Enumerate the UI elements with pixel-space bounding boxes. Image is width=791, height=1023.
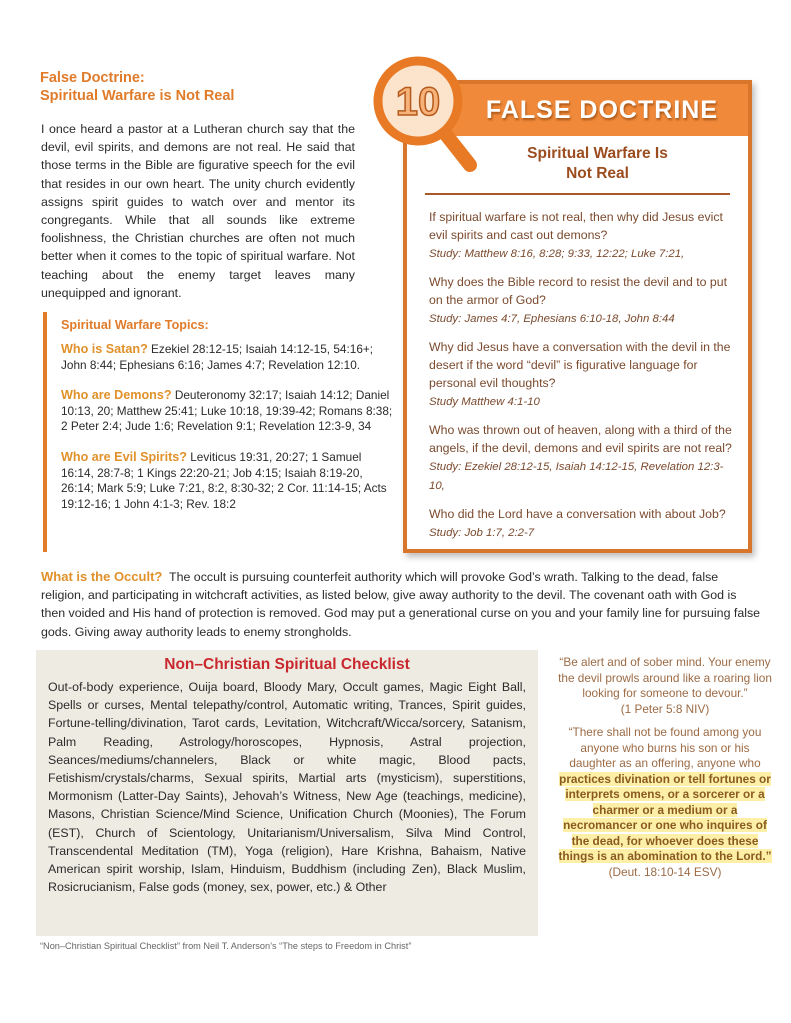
card-questions (407, 195, 748, 542)
scripture-quotes (556, 655, 774, 880)
quote-deuteronomy (556, 725, 774, 880)
study-refs: Study: James 4:7, Ephesians 6:10-18, John 8:44 (429, 313, 675, 325)
topic-question: Who is Satan? (61, 342, 148, 356)
occult-body: The occult is pursuing counterfeit authority which will provoke God’s wrath. Talking to the dead, false religion, and participating in witchcraft activities, as listed below, give away authority to the devil. The covenant oath with God is then voided and His hand of protection is removed. God may put a generational curse on you and your family line for pursuing false gods. Giving away authority leads to enemy strongholds. (41, 570, 761, 639)
card-question (429, 421, 734, 495)
study-refs: Study Matthew 4:1-10 (429, 396, 540, 408)
question-text: Who was thrown out of heaven, along with a third of the angels, if the devil, demons and evil spirits are not real? (429, 423, 732, 455)
card-number: 10 (395, 80, 441, 124)
study-refs: Study: Matthew 8:16, 8:28; 9:33, 12:22; Luke 7:21, (429, 248, 685, 260)
checklist-body: Out-of-body experience, Ouija board, Bloody Mary, Occult games, Magic Eight Ball, Spells or curses, Mental telepathy/control, Automatic writing, Trances, Spirit guides, Fortune-telling/divination, Tarot cards, Levitation, Witchcraft/Wicca/sorcery, Satanism, Palm Reading, Astrology/horoscopes, Hypnosis, Astral projection, Seances/mediums/channelers, Black or white magic, Blood pacts, Fetishism/crystals/charms, Sexual spirits, Martial arts (mysticism), superstitions, Mormonism (Latter-Day Saints), Jehovah’s Witness, New Age (teachings, medicine), Masons, Christian Science/Mind Science, Unification Church (Moonies), The Forum (EST), Church of Scientology, Unitarianism/Universalism, Silva Mind Control, Transcendental Meditation (TM), Yoga (religion), Hare Krishna, Bahaism, Native American spirit worship, Islam, Hinduism, Buddhism (including Zen), Black Muslim, Rosicrucianism, False gods (money, sex, power, etc.) & Other (48, 680, 526, 895)
intro-title-line2: Spiritual Warfare is Not Real (40, 88, 235, 104)
card-question (429, 208, 734, 263)
card-header: FALSE DOCTRINE (407, 84, 748, 136)
question-text: Who did the Lord have a conversation with about Job? (429, 507, 726, 521)
quote-highlight: practices divination or tell fortunes or interprets omens, or a sorcerer or a charmer or a medium or a necromancer or one who inquires of the dead, for whoever does these things is an abomination to the Lord.” (558, 771, 772, 863)
quote-text: “Be alert and of sober mind. Your enemy the devil prowls around like a roaring lion looking for someone to devour.” (558, 655, 772, 700)
quote-ref: (Deut. 18:10-14 ESV) (608, 864, 722, 879)
topic-item (61, 450, 395, 512)
topic-refs: Deuteronomy 32:17; Isaiah 14:12; Daniel 10:13, 20; Matthew 25:41; Luke 10:18, 19:39-42; Romans 8:38; 2 Peter 2:4; Jude 1:6; Revelation 9:1; Revelation 12:3-9, 34 (61, 388, 393, 434)
question-text: If spiritual warfare is not real, then why did Jesus evict evil spirits and cast out demons? (429, 210, 723, 242)
card-subtitle-line2: Not Real (566, 165, 629, 182)
card-subtitle-line1: Spiritual Warfare Is (527, 145, 668, 162)
intro-title-line1: False Doctrine: (40, 70, 145, 86)
question-text: Why did Jesus have a conversation with the devil in the desert if the word “devil” is figurative language for personal evil thoughts? (429, 340, 731, 390)
intro-paragraph: I once heard a pastor at a Lutheran church say that the devil, evil spirits, and demons are not real. He said that those terms in the Bible are figurative speech for the evil that resides in our own heart. The unity church evidently assigns spirit guides to watch over and mentor its congregants. While that all sounds like extreme foolishness, the Christian churches are often not much better when it comes to the topic of spiritual warfare. Not teaching about the enemy target leaves many unequipped and ignorant. (41, 122, 355, 300)
spiritual-warfare-topics (43, 312, 395, 552)
topic-question: Who are Evil Spirits? (61, 449, 187, 464)
topic-item (61, 342, 395, 373)
card-question (429, 338, 734, 411)
topic-refs: Leviticus 19:31, 20:27; 1 Samuel 16:14, 28:7-8; 1 Kings 22:20-21; Job 4:15; Isaiah 8:19-20, 26:14; Mark 5:9; Luke 7:21, 8:2, 8:30-32; 2 Cor. 11:14-15; Acts 19:12-16; 1 John 4:1-3; Rev. 18:2 (61, 449, 387, 511)
card-question (429, 273, 734, 328)
occult-question: What is the Occult? (41, 569, 163, 584)
card-question (429, 505, 734, 542)
topic-refs: Ezekiel 28:12-15; Isaiah 14:12-15, 54:16+; John 8:44; Ephesians 6:16; James 4:7; Revelation 12:10. (61, 342, 374, 372)
magnifying-glass-icon (372, 55, 482, 175)
topic-item (61, 388, 395, 435)
study-refs: Study: Ezekiel 28:12-15, Isaiah 14:12-15, Revelation 12:3-10, (429, 461, 724, 492)
non-christian-checklist (36, 650, 538, 936)
topics-title: Spiritual Warfare Topics: (61, 318, 209, 332)
checklist-credit: “Non–Christian Spiritual Checklist” from Neil T. Anderson’s “The steps to Freedom in Christ” (40, 941, 412, 951)
quote-text: “There shall not be found among you anyone who burns his son or his daughter as an offering, anyone who (568, 725, 762, 770)
occult-paragraph (41, 568, 761, 641)
checklist-title: Non–Christian Spiritual Checklist (164, 656, 410, 673)
quote-ref: (1 Peter 5:8 NIV) (620, 701, 710, 716)
question-text: Why does the Bible record to resist the devil and to put on the armor of God? (429, 275, 728, 307)
topic-question: Who are Demons? (61, 388, 172, 403)
study-refs: Study: Job 1:7, 2:2-7 (429, 527, 535, 539)
quote-1peter (556, 655, 774, 717)
intro-title (40, 69, 360, 105)
